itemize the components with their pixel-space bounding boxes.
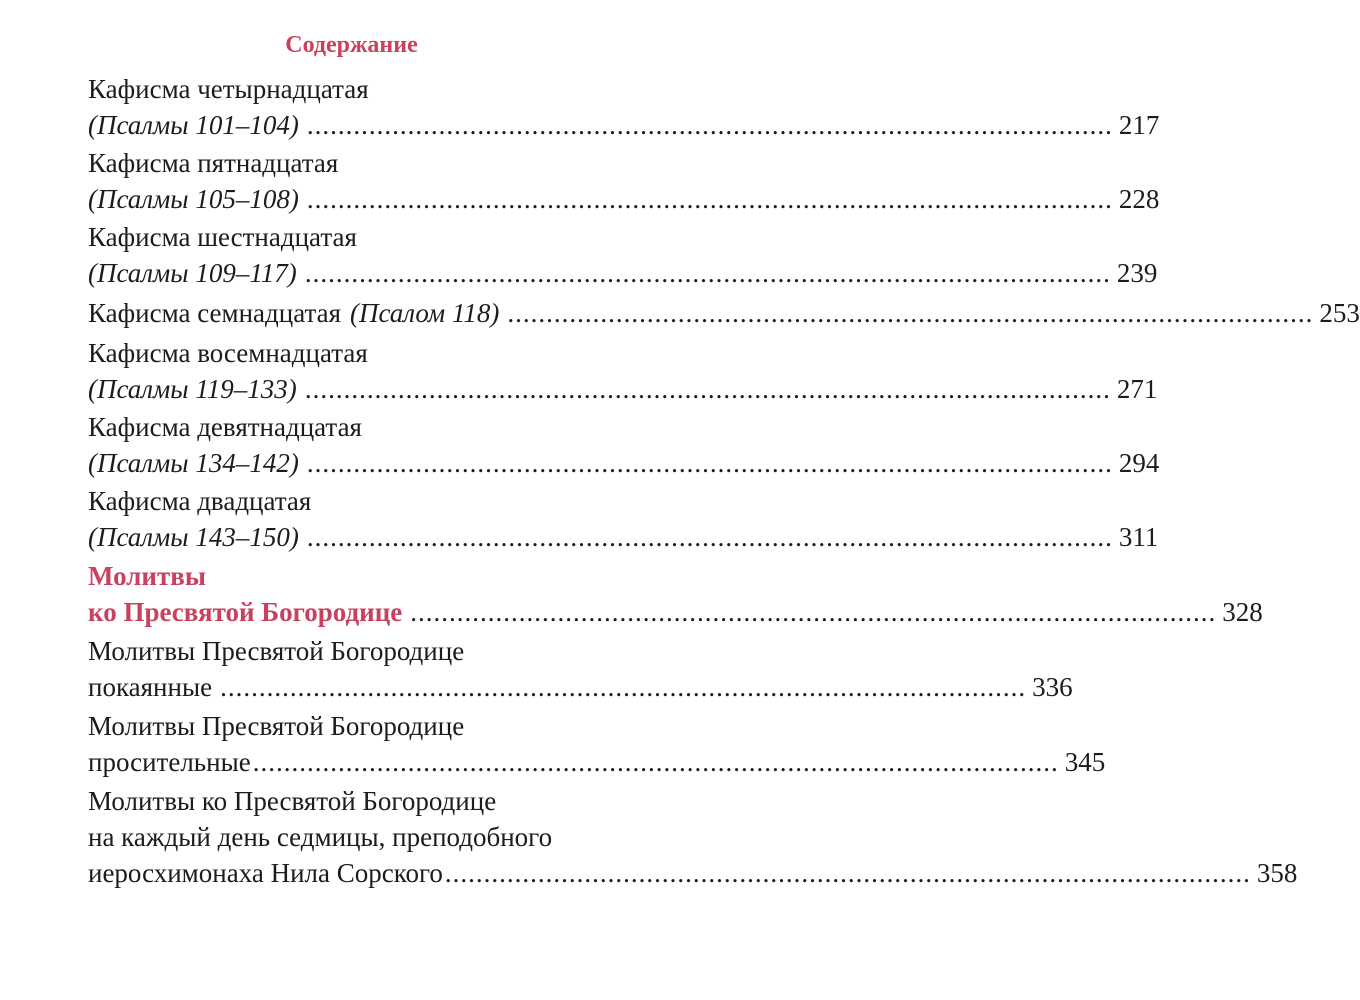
- entry-leader-line: [88, 295, 1360, 331]
- page-number: 336: [1032, 672, 1073, 702]
- dot-leader: ........................................................................................................: [304, 258, 1111, 288]
- entry-leader-line: [88, 669, 1073, 705]
- page-number: 271: [1116, 374, 1158, 404]
- entry-title: Молитвы Пресвятой Богородице: [88, 711, 465, 741]
- page-number: 217: [1118, 110, 1160, 140]
- entry-subtitle: (Псалмы 105–108): [88, 184, 299, 214]
- entry-leader-line: [88, 181, 1160, 217]
- page-number: 311: [1118, 522, 1159, 552]
- dot-leader: ........................................................................................................: [304, 374, 1111, 404]
- entry-subtitle: (Псалмы 101–104): [88, 110, 299, 140]
- entry-subtitle: (Псалмы 134–142): [88, 448, 299, 478]
- entry-leader-line: [88, 519, 1159, 555]
- entry-title: Кафисма восемнадцатая: [88, 338, 368, 368]
- page-number: 345: [1064, 747, 1106, 777]
- entry-title-line2: покаянные: [88, 672, 213, 702]
- entry-leader-line: [88, 255, 1158, 291]
- dot-leader: ........................................................................................................: [220, 672, 1027, 702]
- toc-entry-kathisma-18[interactable]: [88, 335, 1158, 407]
- toc-entry-kathisma-19[interactable]: [88, 409, 1160, 481]
- entry-leader-line: [88, 371, 1158, 407]
- entry-title: Кафисма четырнадцатая: [88, 74, 369, 104]
- entry-title-line2: просительные: [88, 747, 251, 777]
- entry-leader-line: [88, 107, 1160, 143]
- toc-entry-kathisma-15[interactable]: [88, 145, 1160, 217]
- entry-title: Кафисма шестнадцатая: [88, 222, 357, 252]
- toc-entry-daily-prayers-nil-sorsky[interactable]: [88, 783, 1298, 891]
- entry-title: Кафисма двадцатая: [88, 486, 312, 516]
- dot-leader: ........................................................................................................: [306, 448, 1113, 478]
- entry-title: Кафисма семнадцатая: [88, 298, 342, 328]
- toc-entry-kathisma-17[interactable]: [88, 295, 1360, 331]
- page-number: 239: [1116, 258, 1158, 288]
- page-number: 253: [1319, 298, 1360, 328]
- page-title: Содержание: [285, 32, 418, 58]
- entry-leader-line: [88, 744, 1106, 780]
- dot-leader: ........................................................................................................: [306, 522, 1113, 552]
- toc-entry-penitential-prayers[interactable]: [88, 633, 1073, 705]
- dot-leader: ........................................................................................................: [444, 858, 1251, 888]
- dot-leader: ........................................................................................................: [507, 298, 1314, 328]
- entry-title-line3: иеросхимонаха Нила Сорского: [88, 858, 443, 888]
- table-of-contents: [88, 68, 1360, 891]
- page-number: 228: [1118, 184, 1160, 214]
- toc-entry-kathisma-14[interactable]: [88, 71, 1160, 143]
- toc-entry-kathisma-16[interactable]: [88, 219, 1158, 291]
- dot-leader: ........................................................................................................: [306, 184, 1113, 214]
- entry-subtitle: (Псалмы 119–133): [88, 374, 297, 404]
- section-title-line2: ко Пресвятой Богородице: [88, 597, 403, 627]
- entry-title-line2: на каждый день седмицы, преподобного: [88, 822, 553, 852]
- dot-leader: ........................................................................................................: [306, 110, 1113, 140]
- toc-section-prayers-theotokos[interactable]: [88, 558, 1263, 630]
- entry-subtitle: (Псалмы 109–117): [88, 258, 297, 288]
- toc-entry-kathisma-20[interactable]: [88, 483, 1159, 555]
- entry-title: Кафисма девятнадцатая: [88, 412, 362, 442]
- page-number: 358: [1256, 858, 1298, 888]
- dot-leader: ........................................................................................................: [252, 747, 1059, 777]
- entry-leader-line: [88, 594, 1263, 630]
- dot-leader: ........................................................................................................: [410, 597, 1217, 627]
- entry-subtitle: (Псалмы 143–150): [88, 522, 299, 552]
- section-title: Молитвы: [88, 561, 206, 591]
- entry-title: Молитвы Пресвятой Богородице: [88, 636, 465, 666]
- page-number: 294: [1118, 448, 1160, 478]
- toc-entry-supplicatory-prayers[interactable]: [88, 708, 1106, 780]
- entry-title: Молитвы ко Пресвятой Богородице: [88, 786, 497, 816]
- entry-title: Кафисма пятнадцатая: [88, 148, 339, 178]
- entry-leader-line: [88, 445, 1160, 481]
- entry-subtitle: (Псалом 118): [350, 298, 500, 328]
- page-number: 328: [1222, 597, 1263, 627]
- entry-leader-line: [88, 855, 1298, 891]
